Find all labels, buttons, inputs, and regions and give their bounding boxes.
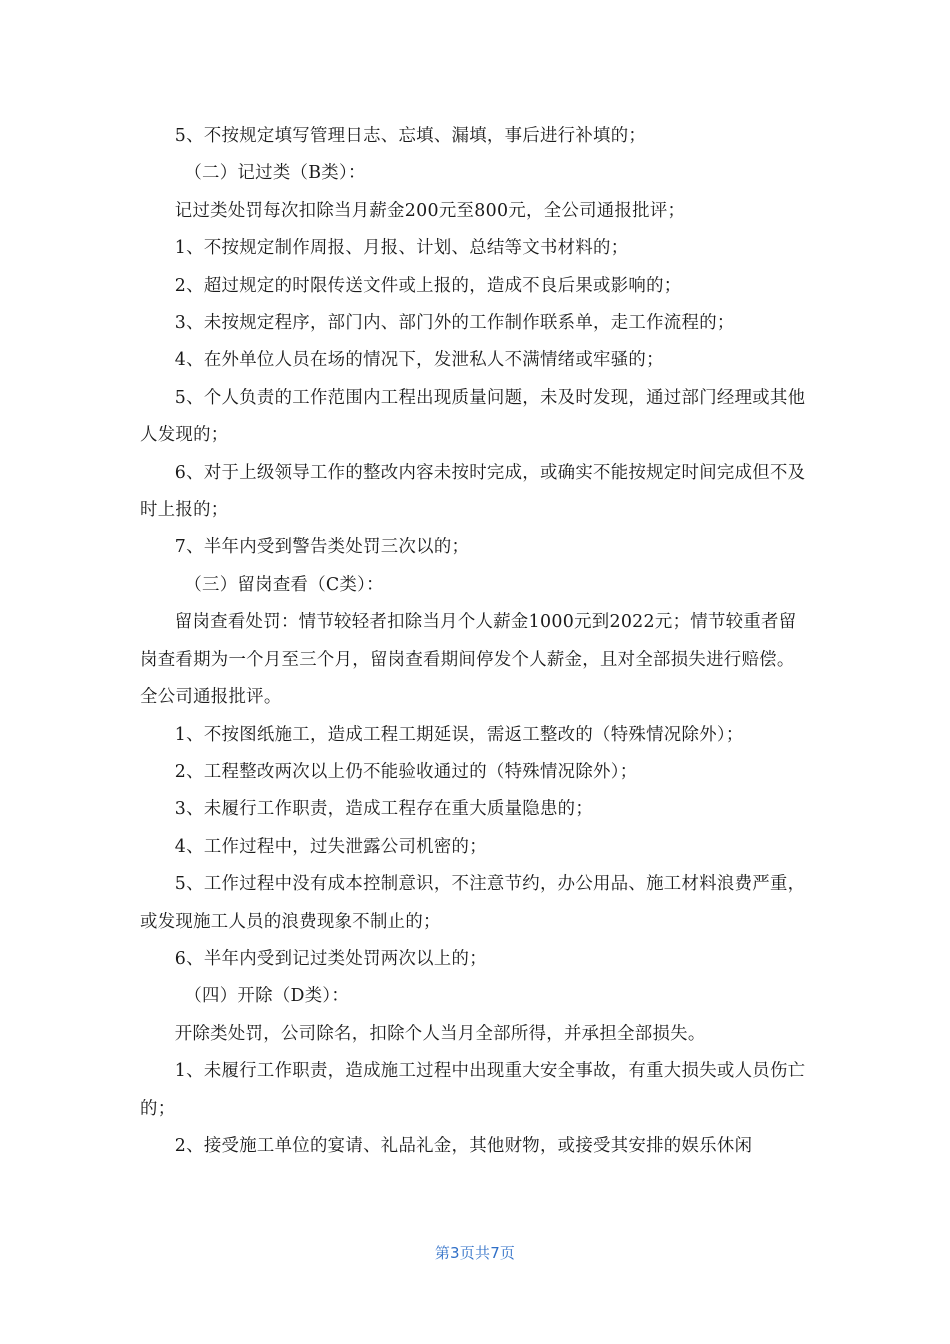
section-heading-c: （三）留岗查看（C类）： [184, 574, 384, 595]
paragraph: 1、未履行工作职责，造成施工过程中出现重大安全事故，有重大损失或人员伤亡的； [140, 1061, 806, 1119]
paragraph: 5、个人负责的工作范围内工程出现质量问题，未及时发现，通过部门经理或其他人发现的； [140, 387, 806, 446]
paragraph: 2、接受施工单位的宴请、礼品礼金，其他财物，或接受其安排的娱乐休闲 [174, 1135, 753, 1156]
paragraph: 5、不按规定填写管理日志、忘填、漏填，事后进行补填的； [174, 126, 647, 146]
paragraph: 6、半年内受到记过类处罚两次以上的； [174, 948, 487, 969]
document-body [140, 118, 810, 1165]
paragraph: 开除类处罚，公司除名，扣除个人当月全部所得，并承担全部损失。 [174, 1023, 706, 1044]
paragraph: 1、不按图纸施工，造成工程工期延误，需返工整改的（特殊情况除外）； [174, 724, 744, 745]
paragraph: 留岗查看处罚：情节较轻者扣除当月个人薪金1000元到2022元；情节较重者留岗查看期为一个月至三个月，留岗查看期间停发个人薪金，且对全部损失进行赔偿。全公司通报批评。 [140, 612, 797, 708]
paragraph: 记过类处罚每次扣除当月薪金200元至800元，全公司通报批评； [174, 200, 686, 221]
section-heading-d: （四）开除（D类）： [184, 986, 350, 1007]
paragraph: 4、在外单位人员在场的情况下，发泄私人不满情绪或牢骚的； [174, 350, 664, 371]
paragraph: 3、未按规定程序，部门内、部门外的工作制作联系单，走工作流程的； [174, 313, 735, 334]
paragraph: 6、对于上级领导工作的整改内容未按时完成，或确实不能按规定时间完成但不及时上报的； [140, 462, 806, 521]
paragraph: 2、工程整改两次以上仍不能验收通过的（特殊情况除外）； [174, 761, 638, 782]
section-heading-b: （二）记过类（B类）： [184, 163, 366, 184]
paragraph: 3、未履行工作职责，造成工程存在重大质量隐患的； [174, 799, 594, 820]
paragraph: 7、半年内受到警告类处罚三次以的； [174, 537, 470, 558]
page-number-footer: 第3页共7页 [434, 1244, 516, 1262]
paragraph: 1、不按规定制作周报、月报、计划、总结等文书材料的； [174, 238, 629, 259]
paragraph: 2、超过规定的时限传送文件或上报的，造成不良后果或影响的； [174, 275, 682, 296]
paragraph: 4、工作过程中，过失泄露公司机密的； [174, 836, 487, 857]
paragraph: 5、工作过程中没有成本控制意识，不注意节约，办公用品、施工材料浪费严重，或发现施工人员的浪费现象不制止的； [140, 874, 806, 932]
